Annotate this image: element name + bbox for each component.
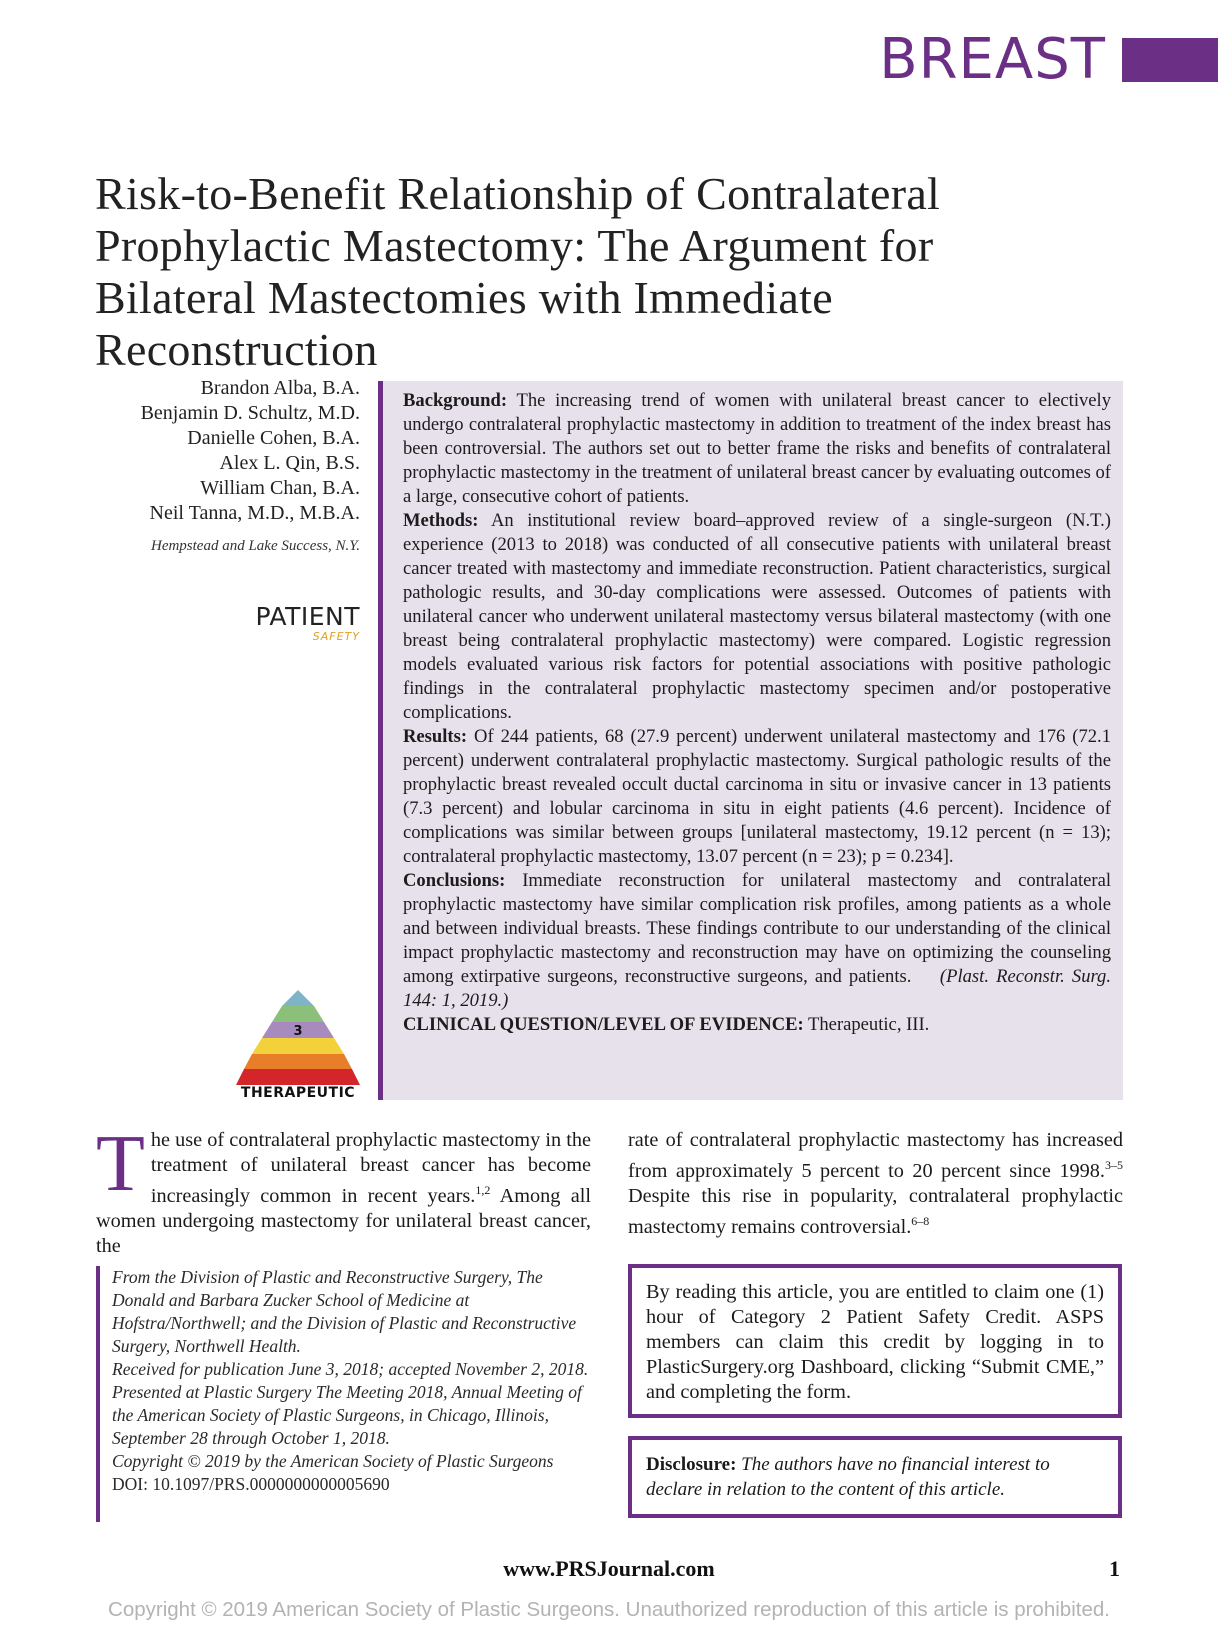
- author: Benjamin D. Schultz, M.D.: [140, 402, 360, 424]
- drop-cap: T: [96, 1120, 145, 1208]
- patient-safety-sub: SAFETY: [312, 630, 360, 643]
- author-list: [141, 376, 360, 526]
- author: Neil Tanna, M.D., M.B.A.: [149, 502, 360, 524]
- pyramid-tier: [236, 1069, 360, 1085]
- author: Alex L. Qin, B.S.: [219, 452, 360, 474]
- section-label: BREAST: [879, 27, 1106, 92]
- abstract-methods: Methods: An institutional review board–approved review of a single-surgeon (N.T.) experience (2013 to 2018) was conducted of all consecutive patients with unilateral breast cancer treated with mastectomy and immediate reconstruction. Patient characteristics, surgical pathologic results, and 30-day complications were assessed. Outcomes of patients with unilateral cancer who underwent unilateral mastectomy versus bilateral mastectomy (with one breast being contralateral prophylactic mastectomy) were compared. Logistic regression models evaluated various risk factors for potential associations with positive pathologic findings in the contralateral prophylactic mastectomy specimen and/or postoperative complications.: [403, 510, 1111, 723]
- footnote-division: From the Division of Plastic and Reconstructive Surgery, The Donald and Barbara Zucker School of Medicine at Hofstra/Northwell; and the Division of Plastic and Reconstructive Surgery, Northwell Health.: [112, 1267, 577, 1356]
- body-left-column: The use of contralateral prophylactic mastectomy in the treatment of unilateral breast cancer has become increasingly common in recent years.$^{1,2}$ Among all women undergoing mastectomy for unilateral breast cancer, the: [96, 1120, 592, 1257]
- disclosure-box: [628, 1436, 1122, 1518]
- author: William Chan, B.A.: [200, 477, 360, 499]
- patient-safety-main: PATIENT: [255, 602, 360, 631]
- footnote-copyright: Copyright © 2019 by the American Society of Plastic Surgeons: [112, 1451, 554, 1471]
- cme-box: By reading this article, you are entitled to claim one (1) hour of Category 2 Patient Safety Credit. ASPS members can claim this credit by logging in to PlasticSurgery.org Dashboard, clicking “Submit CME,” and completing the form.: [628, 1264, 1122, 1418]
- abstract-clinical: CLINICAL QUESTION/LEVEL OF EVIDENCE: Therapeutic, III.: [403, 1014, 930, 1035]
- article-title: Risk-to-Benefit Relationship of Contralateral Prophylactic Mastectomy: The Argument for Bilateral Mastectomies with Immediate Reconstruction: [95, 168, 941, 375]
- pyramid-tier: [272, 1006, 324, 1022]
- abstract-conclusions: Conclusions: Immediate reconstruction for unilateral mastectomy and contralateral prophylactic mastectomy have similar complication risk profiles, among patients as a whole and between individual breasts. These findings contribute to our understanding of the clinical impact prophylactic mastectomy and reconstruction may have on optimizing the counseling among extirpative surgeons, reconstructive surgeons, and patients. (Plast. Reconstr. Surg. 144: 1, 2019.): [403, 870, 1111, 1011]
- article-footnote: [96, 1266, 592, 1522]
- disclosure-label: Disclosure:: [646, 1454, 737, 1475]
- evidence-type: THERAPEUTIC: [240, 1085, 356, 1101]
- footnote-presented: Presented at Plastic Surgery The Meeting 2018, Annual Meeting of the American Society of Plastic Surgeons, in Chicago, Illinois, September 28 through October 1, 2018.: [112, 1382, 582, 1448]
- doi-link[interactable]: DOI: 10.1097/PRS.0000000000005690: [112, 1474, 390, 1494]
- citation: (Plast. Reconstr. Surg. 144: 1, 2019.): [403, 966, 1111, 1011]
- journal-url[interactable]: www.PRSJournal.com: [503, 1556, 715, 1581]
- footnote-received: Received for publication June 3, 2018; accepted November 2, 2018.: [112, 1359, 589, 1379]
- author: Danielle Cohen, B.A.: [187, 427, 360, 449]
- pyramid-tier: [252, 1038, 344, 1054]
- abstract-results: Results: Of 244 patients, 68 (27.9 percent) underwent unilateral mastectomy and 176 (72.1 percent) underwent contralateral prophylactic mastectomy. Surgical pathologic results of the prophylactic breast revealed occult ductal carcinoma in situ or invasive cancer in 13 patients (7.3 percent) and lobular carcinoma in situ in eight patients (4.6 percent). Incidence of complications was similar between groups [unilateral mastectomy, 19.12 percent (n = 13); contralateral prophylactic mastectomy, 13.07 percent (n = 23); p = 0.234].: [403, 726, 1111, 867]
- evidence-level: 3: [293, 1024, 303, 1039]
- author: Brandon Alba, B.A.: [200, 377, 360, 399]
- pyramid-tier: [244, 1054, 352, 1069]
- abstract: [378, 381, 1123, 1100]
- affiliation: Hempstead and Lake Success, N.Y.: [150, 538, 360, 554]
- pyramid-tier: [282, 990, 314, 1006]
- patient-safety-logo: [255, 604, 360, 643]
- disclosure-text: The authors have no financial interest to declare in relation to the content of this article.: [646, 1454, 1050, 1500]
- abstract-background: Background: The increasing trend of women with unilateral breast cancer to electively undergo contralateral prophylactic mastectomy in addition to treatment of the index breast has been controversial. The authors set out to better frame the risks and benefits of contralateral prophylactic mastectomy in the treatment of unilateral breast cancer by evaluating outcomes of a large, consecutive cohort of patients.: [403, 390, 1111, 507]
- body-right-column: rate of contralateral prophylactic mastectomy has increased from approximately 5 percent to 20 percent since 1998.$^{3-5}$ Despite this rise in popularity, contralateral prophylactic mastectomy remains controversial.$^{6-8}$: [628, 1129, 1123, 1238]
- evidence-pyramid-icon: [236, 990, 360, 1085]
- section-bar: [1122, 38, 1218, 82]
- copyright-notice: Copyright © 2019 American Society of Plastic Surgeons. Unauthorized reproduction of this article is prohibited.: [108, 1598, 1110, 1621]
- page-number: 1: [1109, 1556, 1120, 1581]
